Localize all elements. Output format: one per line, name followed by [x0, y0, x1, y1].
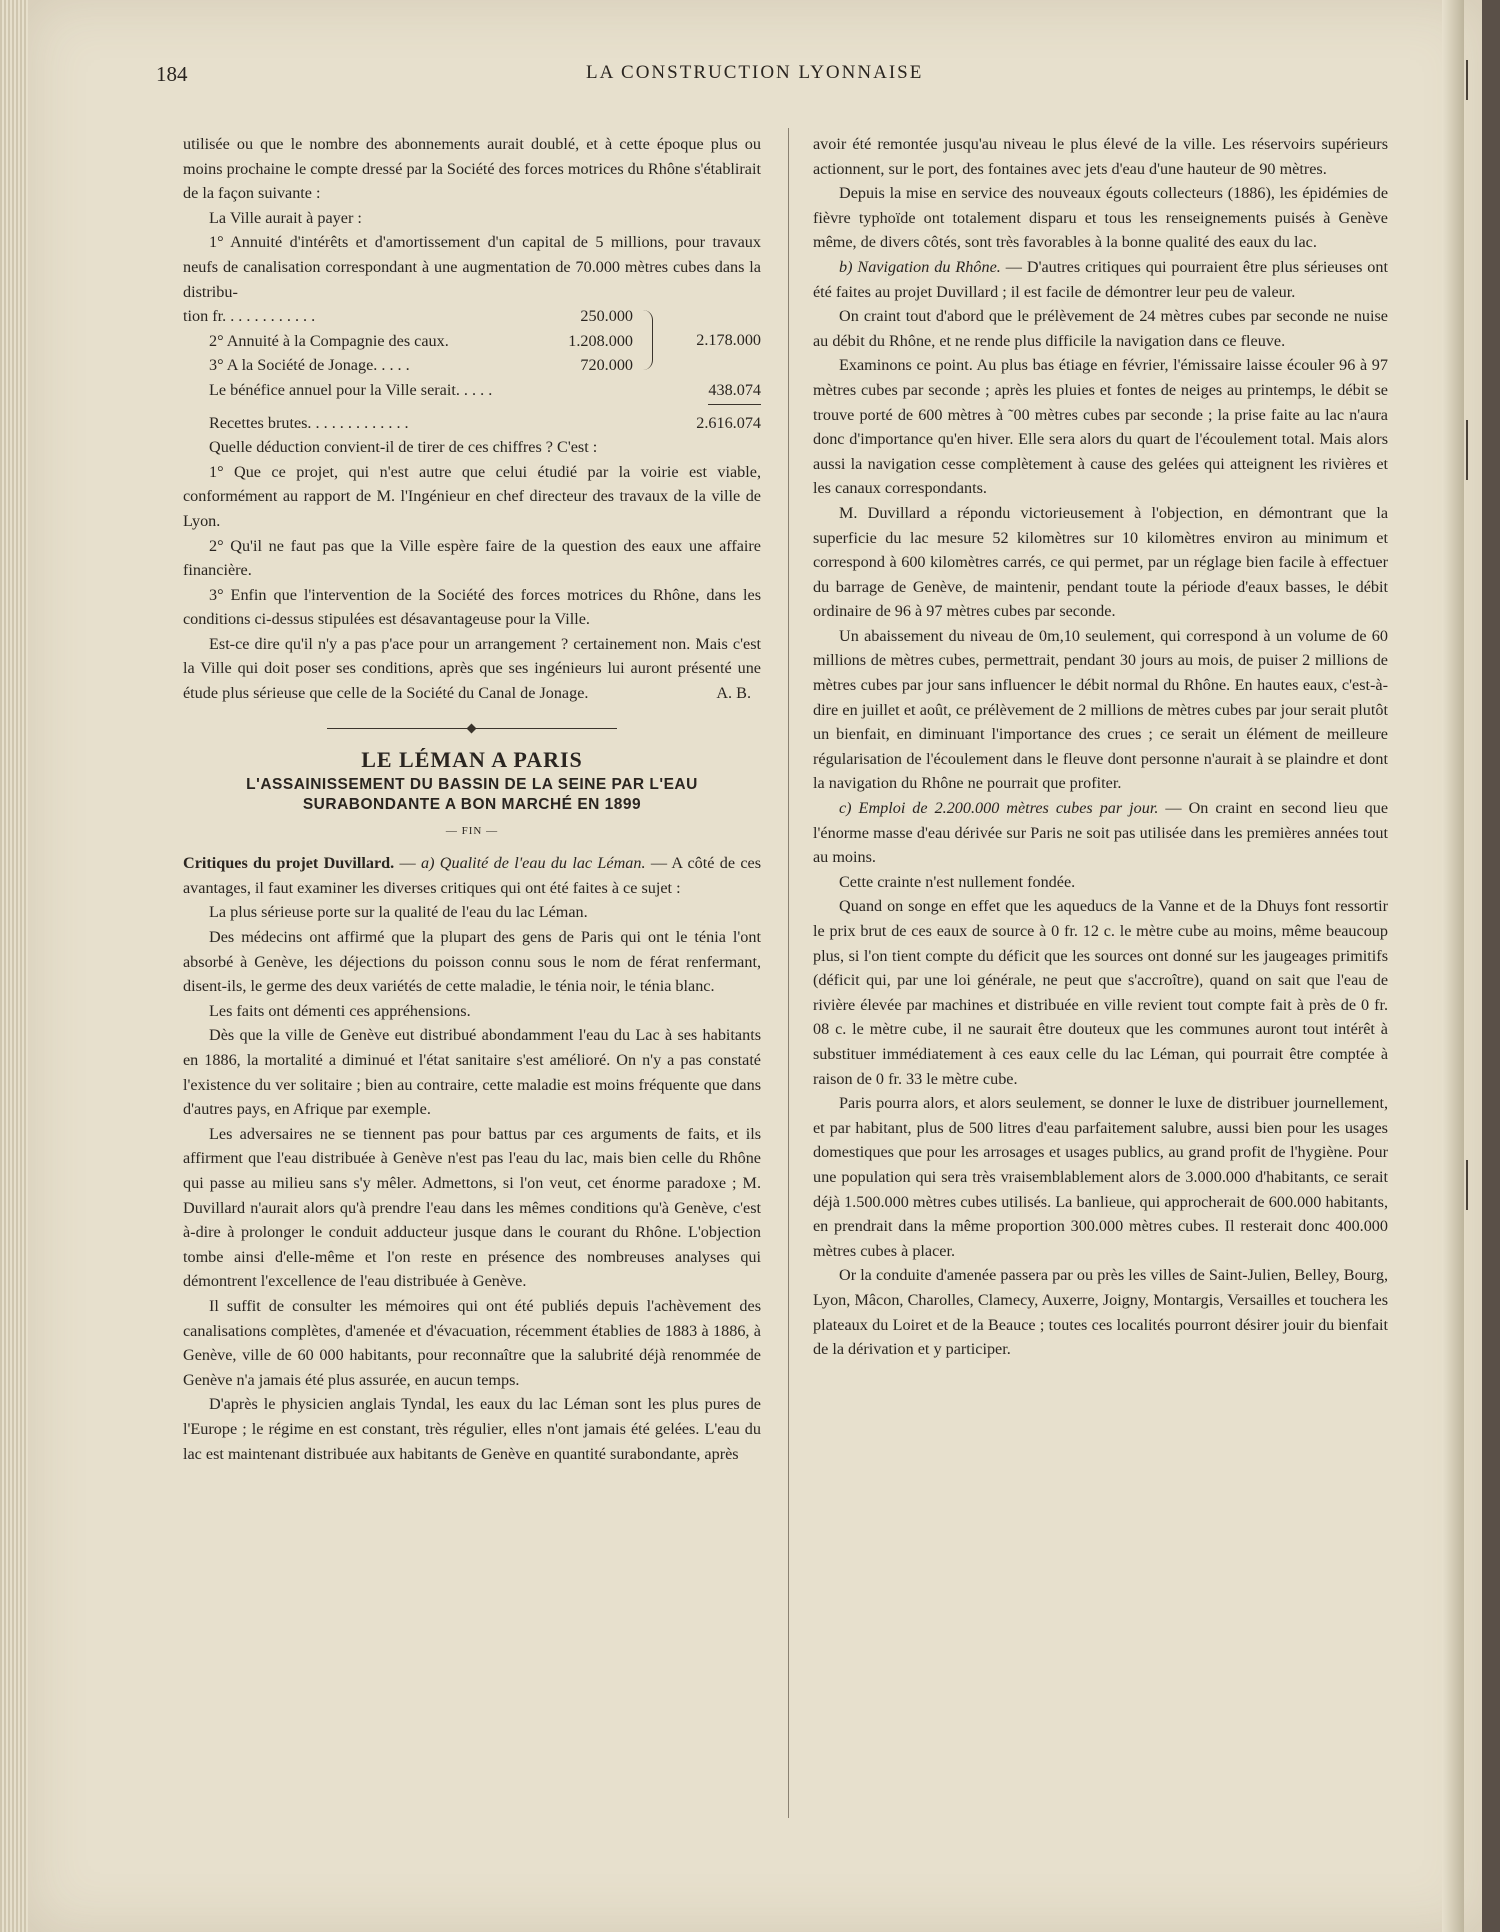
paragraph: Les adversaires ne se tiennent pas pour battus par ces arguments de faits, et ils affirment que l'eau distribuée à Genève n'est pas l'eau du lac, mais bien celle du Rhône qui passe au milieu sans s'y mêler. Admettons, si l'on veut, cet énorme paradoxe ; M. Duvillard n'aurait alors qu'à prendre l'eau dans les mêmes conditions qu'à Genève, c'est à-dire à prolonger le conduit adducteur jusque dans le courant du Rhône. L'objection tombe ainsi d'elle-même et l'on reste en présence des nombreuses analyses qui démontrent l'excellence de l'eau distribuée à Genève.	[183, 1124, 761, 1291]
accounts-row	[183, 304, 761, 329]
paragraph: La plus sérieuse porte sur la qualité de l'eau du lac Léman.	[209, 903, 588, 922]
article-subtitle-line: L'ASSAINISSEMENT DU BASSIN DE LA SEINE PAR L'EAU	[246, 775, 698, 793]
paragraph: avoir été remontée jusqu'au niveau le plus élevé de la ville. Les réservoirs supérieurs actionnent, sur le port, des fontaines avec jets d'eau d'une hauteur de 90 mètres.	[813, 135, 1388, 178]
paragraph-text: — D'autres critiques qui pourraient être plus sérieuses ont été faites au projet Duvillard ; il est facile de démontrer leur peu de valeur.	[813, 257, 1388, 301]
paragraph: Dès que la ville de Genève eut distribué abondamment l'eau du Lac à ses habitants en 1886, la mortalité a diminué et l'état sanitaire s'est amélioré. On n'y a pas constaté l'existence du ver solitaire ; bien au contraire, cette maladie est moins fréquente que dans d'autres pays, en Afrique par exemple.	[183, 1026, 761, 1119]
accounts-benefit-amount: 438.074	[708, 378, 761, 405]
paragraph: Or la conduite d'amenée passera par ou près les villes de Saint-Julien, Belley, Bourg, Lyon, Mâcon, Charolles, Clamecy, Auxerre, Joigny, Montargis, Versailles et touchera les plateaux du Loiret et de la Beauce ; toutes ces localités pourront désirer jouir du bienfait de la dérivation et y participer.	[813, 1266, 1388, 1359]
page-stack-edge	[0, 0, 28, 1932]
running-title: LA CONSTRUCTION LYONNAISE	[586, 62, 924, 83]
accounts-row	[183, 329, 761, 354]
paragraph: Un abaissement du niveau de 0m,10 seulement, qui correspond à un volume de 60 millions de mètres cubes, permettrait, pendant 30 jours au mois, de puiser 2 millions de mètres cubes par jour sans influencer le débit normal du Rhône. En hautes eaux, c'est-à-dire en juillet et août, ce prélèvement de 2 millions de mètres cubes par jour serait plutôt un bienfait, en diminuant l'importance des crues ; ce serait un élément de meilleure régularisation de l'écoulement dans le fleuve dont personne n'aurait à se plaindre et dont la navigation du Rhône ne pourrait que profiter.	[813, 626, 1388, 793]
paragraph-text: Est-ce dire qu'il n'y a pas p'ace pour un arrangement ? certainement non. Mais c'est la Ville qui doit poser ses conditions, après que ses ingénieurs lui auront présenté une étude plus sérieuse que celle de la Société du Canal de Jonage.	[183, 634, 761, 703]
dash: —	[394, 854, 421, 873]
accounts-table	[183, 304, 761, 435]
paragraph: Quelle déduction convient-il de tirer de ces chiffres ? C'est :	[209, 438, 598, 457]
page-number: 184	[156, 62, 188, 86]
article-title: LE LÉMAN A PARIS	[361, 746, 583, 772]
paragraph: utilisée ou que le nombre des abonnements aurait doublé, et à cette époque plus ou moins prochaine le compte dressé par la Société des forces motrices du Rhône s'établirait de la façon suivante :	[183, 135, 761, 203]
accounts-row-amount: 720.000	[580, 356, 633, 375]
column-divider	[788, 128, 789, 1818]
accounts-row	[183, 353, 761, 378]
accounts-total-row	[183, 411, 761, 436]
paragraph: 1° Annuité d'intérêts et d'amortissement d'un capital de 5 millions, pour travaux neufs de canalisation correspondant à une augmentation de 70.000 mètres cubes dans la distribu-	[183, 233, 761, 301]
paragraph: Il suffit de consulter les mémoires qui ont été publiés depuis l'achèvement des canalisations complètes, d'amenée et d'évacuation, récemment établies de 1883 à 1886, à Genève, ville de 60 000 habitants, pour reconnaître que la salubrité déjà renommée de Genève n'a jamais été plus assurée, en aucun temps.	[183, 1296, 761, 1389]
accounts-row-amount: 1.208.000	[568, 331, 633, 350]
paragraph: La Ville aurait à payer :	[209, 208, 362, 227]
paragraph	[813, 796, 1388, 870]
binding-gutter	[1442, 0, 1464, 1932]
paragraph: Paris pourra alors, et alors seulement, se donner le luxe de distribuer journellement, et par habitant, plus de 500 litres d'eau parfaitement salubre, aussi bien pour les usages domestiques que pour les arrosages et usages publics, au grand profit de l'hygiène. Pour une population qui sera très vraisemblablement alors de 3.000.000 d'habitants, ce serait déjà 1.500.000 mètres cubes utilisés. La banlieue, qui approcherait de 600.000 habitants, en prendrait dans la même proportion 300.000 mètres cubes. Il resterait donc 400.000 mètres cubes à placer.	[813, 1094, 1388, 1260]
paragraph-text: — On craint en second lieu que l'énorme masse d'eau dérivée sur Paris ne soit pas utilisée dans les premières années tout au moins.	[813, 799, 1388, 867]
accounts-row-label: 2° Annuité à la Compagnie des caux.	[209, 331, 449, 350]
accounts-subtotal: 2.178.000	[696, 331, 761, 350]
paragraph: 1° Que ce projet, qui n'est autre que celui étudié par la voirie est viable, conformément au rapport de M. l'Ingénieur en chef directeur des travaux de la ville de Lyon.	[183, 462, 761, 530]
right-column	[813, 132, 1388, 1362]
accounts-row-label: 3° A la Société de Jonage. . . . .	[209, 356, 410, 375]
paragraph	[813, 255, 1388, 304]
subsection-heading: a) Qualité de l'eau du lac Léman.	[421, 854, 646, 873]
article-subtitle-line: SURABONDANTE A BON MARCHÉ EN 1899	[302, 795, 642, 813]
paragraph	[183, 851, 761, 900]
subsection-heading: b) Navigation du Rhône.	[839, 257, 1001, 276]
margin-mark	[1466, 1160, 1468, 1210]
paragraph: D'après le physicien anglais Tyndal, les eaux du lac Léman sont les plus pures de l'Europe ; le régime en est constant, très régulier, elles n'ont jamais été gelées. L'eau du lac est maintenant distribuée aux habitants de Genève en quantité surabondante, après	[183, 1395, 761, 1463]
paragraph: 2° Qu'il ne faut pas que la Ville espère faire de la question des eaux une affaire financière.	[183, 536, 761, 580]
accounts-total-amount: 2.616.074	[696, 413, 761, 432]
accounts-benefit-label: Le bénéfice annuel pour la Ville serait. . . . .	[209, 380, 493, 399]
section-divider	[327, 728, 617, 729]
paragraph: Quand on songe en effet que les aqueducs de la Vanne et de la Dhuys font ressortir le prix brut de ces eaux de source à 0 fr. 12 c. le mètre cube au moins, même beaucoup plus, si l'on tient compte du déficit que les sources ont donné sur les jaugeages primitifs (déficit qui, par une loi générale, ne peut que s'accroître), quand on sait que l'eau de rivière élevée par machines et distribuée en ville revient tout compte fait à près de 0 fr. 08 c. le mètre cube, il ne saurait être douteux que les communes auront tout intérêt à substituer immédiatement à ces eaux celle du lac Léman, qui pourrait être comptée à raison de 0 fr. 33 le mètre cube.	[813, 897, 1388, 1088]
accounts-total-label: Recettes brutes. . . . . . . . . . . . .	[209, 413, 409, 432]
margin-mark	[1466, 60, 1468, 100]
paragraph: 3° Enfin que l'intervention de la Société des forces motrices du Rhône, dans les conditions ci-dessus stipulées est désavantageuse pour la Ville.	[183, 585, 761, 629]
paragraph: Des médecins ont affirmé que la plupart des gens de Paris qui ont le ténia l'ont absorbé à Genève, les déjections du poisson connu sous le nom de férat renfermant, disent-ils, le germe des deux variétés de cette maladie, le ténia noir, le ténia blanc.	[183, 928, 761, 996]
paragraph: M. Duvillard a répondu victorieusement à l'objection, en démontrant que la superficie du lac mesure 52 kilomètres sur 10 kilomètres environ au minimum et correspond à 600 kilomètres carrés, ce qui permet, par un réglage bien facile à effectuer du barrage de Genève, de maintenir, pendant toute la période d'eaux basses, le débit ordinaire de 96 à 97 mètres cubes par seconde.	[813, 503, 1388, 621]
article-fin-marker: — FIN —	[445, 824, 499, 837]
paragraph: Les faits ont démenti ces appréhensions.	[209, 1001, 471, 1020]
margin-mark	[1466, 420, 1468, 480]
accounts-row-amount: 250.000	[580, 307, 633, 326]
page-header	[156, 62, 1486, 98]
accounts-row-label: tion fr. . . . . . . . . . . .	[183, 307, 316, 326]
paragraph-text: — A côté de ces avantages, il faut examiner les diverses critiques qui ont été faites à ce sujet :	[183, 854, 761, 897]
accounts-benefit-row	[183, 378, 761, 403]
paragraph: Cette crainte n'est nullement fondée.	[839, 872, 1076, 891]
paragraph: On craint tout d'abord que le prélèvement de 24 mètres cubes par seconde ne nuise au débit du Rhône, et ne rende plus difficile la navigation dans ce fleuve.	[813, 307, 1388, 350]
left-column	[183, 132, 761, 1466]
section-lead: Critiques du projet Duvillard.	[183, 854, 395, 873]
paragraph: Depuis la mise en service des nouveaux égouts collecteurs (1886), les épidémies de fièvre typhoïde ont totalement disparu et tous les renseignements puisés à Genève même, de divers côtés, sont très favorables à la bonne qualité des eaux du lac.	[813, 184, 1388, 252]
paragraph-signed	[183, 632, 761, 706]
author-signature: A. B.	[716, 684, 751, 703]
paragraph: Examinons ce point. Au plus bas étiage en février, l'émissaire laisse écouler 96 à 97 mètres cubes par seconde ; après les pluies et fontes de neiges au printemps, le débit se trouve porté de 600 mètres à ˜00 mètres cubes par seconde ; la prise faite au lac n'aura donc d'importance qu'en hiver. Elle sera alors du quart de l'écoulement total. Mais alors aussi la navigation cesse complètement à cause des gelées qui atteignent les rivières et les canaux correspondants.	[813, 356, 1388, 498]
subsection-heading: c) Emploi de 2.200.000 mètres cubes par jour.	[839, 799, 1159, 818]
